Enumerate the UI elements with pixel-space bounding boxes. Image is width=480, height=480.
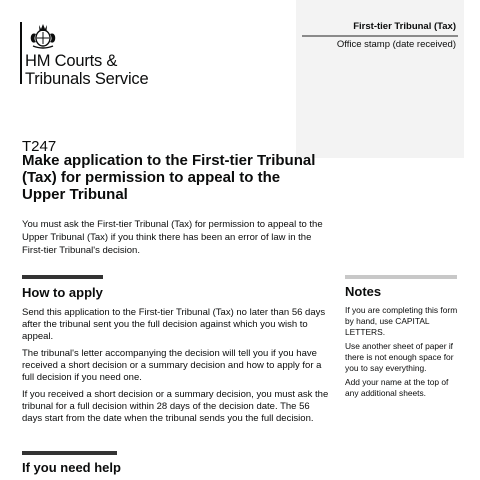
royal-crest-icon bbox=[27, 22, 59, 50]
apply-paragraph-3: If you received a short decision or a summary decision, you must ask the tribunal for a full decision within 28 days of the decision date. The 56 days start from the date when the tribunal sends you the full decision. bbox=[22, 389, 329, 425]
apply-paragraph-1: Send this application to the First-tier Tribunal (Tax) no later than 56 days after the tribunal sent you the full decision against which you wish to appeal. bbox=[22, 307, 326, 343]
how-to-apply-rule bbox=[22, 275, 103, 279]
form-title: Make application to the First-tier Tribunal (Tax) for permission to appeal to the Upper Tribunal bbox=[22, 152, 316, 203]
logo-text-line2: Tribunals Service bbox=[25, 70, 149, 88]
office-stamp-box bbox=[296, 0, 464, 158]
hmcts-logo bbox=[20, 22, 180, 86]
help-heading: If you need help bbox=[22, 460, 121, 475]
stamp-subtitle: Office stamp (date received) bbox=[336, 39, 456, 50]
note-item-1: If you are completing this form by hand, use CAPITAL LETTERS. bbox=[345, 305, 458, 337]
logo-text-line1: HM Courts & bbox=[25, 52, 118, 70]
stamp-title: First-tier Tribunal (Tax) bbox=[353, 21, 456, 32]
notes-rule bbox=[345, 275, 457, 279]
stamp-divider bbox=[302, 35, 458, 37]
apply-paragraph-2: The tribunal's letter accompanying the decision will tell you if you have received a short decision or a summary decision and how to apply for a full decision if you need one. bbox=[22, 348, 322, 384]
help-rule bbox=[22, 451, 117, 455]
note-item-2: Use another sheet of paper if there is not enough space for you to say everything. bbox=[345, 341, 454, 373]
how-to-apply-heading: How to apply bbox=[22, 285, 103, 300]
intro-paragraph: You must ask the First-tier Tribunal (Tax) for permission to appeal to the Upper Tribunal (Tax) if you think there has been an error of law in the First-tier Tribunal's decision. bbox=[22, 219, 323, 256]
note-item-3: Add your name at the top of any additional sheets. bbox=[345, 377, 449, 398]
notes-heading: Notes bbox=[345, 284, 382, 299]
logo-divider bbox=[20, 22, 22, 84]
form-code: T247 bbox=[22, 138, 57, 155]
